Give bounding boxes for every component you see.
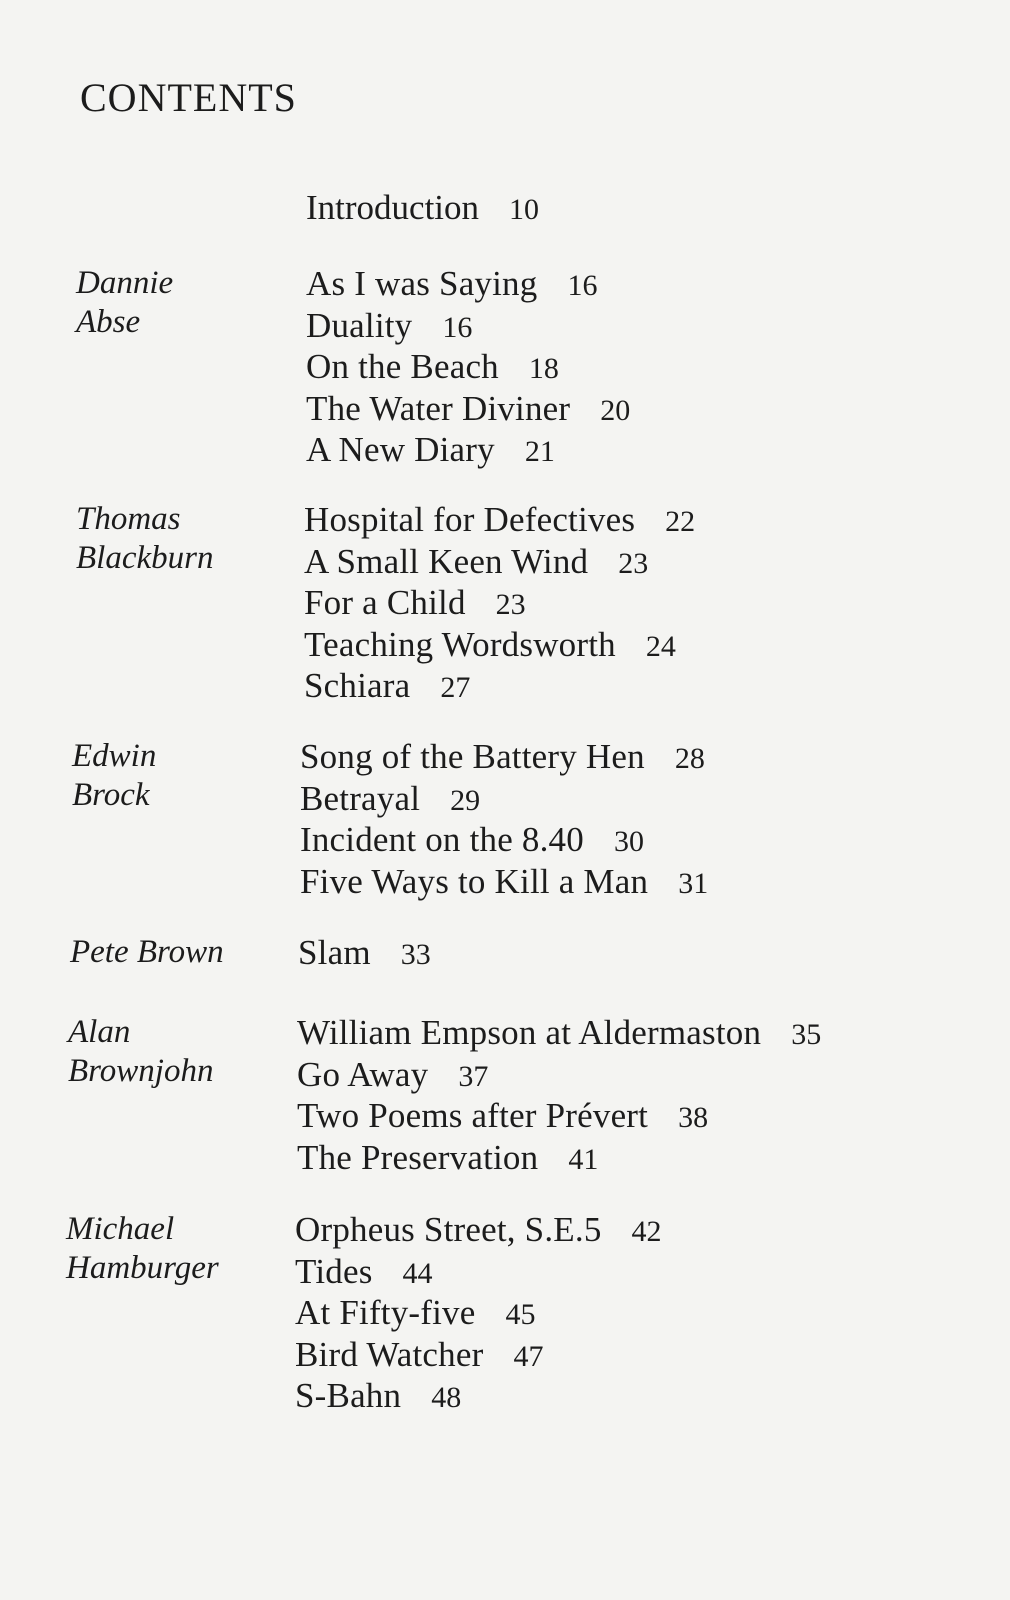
poem-page-number: 41 [568, 1142, 599, 1176]
poem-title: Two Poems after Prévert [297, 1096, 649, 1135]
poem-page-number: 45 [505, 1298, 536, 1331]
poem-entry [306, 430, 630, 472]
poem-entry [306, 264, 630, 306]
author-name [66, 1210, 219, 1288]
poem-page-number: 29 [450, 783, 481, 817]
poem-entry [300, 820, 708, 862]
poem-entry [304, 666, 695, 708]
poem-entry [300, 737, 708, 779]
poem-page-number: 42 [631, 1215, 662, 1248]
poem-title: A New Diary [306, 430, 495, 469]
poem-list [298, 933, 431, 975]
poem-entry [306, 306, 630, 348]
poem-list [306, 264, 630, 472]
poem-entry [295, 1210, 662, 1252]
poem-page-number: 16 [442, 310, 473, 344]
poem-entry [298, 933, 431, 975]
introduction-page-number: 10 [509, 193, 540, 226]
poem-list [297, 1013, 821, 1179]
introduction-title: Introduction [306, 188, 480, 227]
introduction-entry [306, 188, 539, 228]
poem-page-number: 23 [495, 588, 526, 621]
poem-page-number: 47 [513, 1339, 544, 1373]
poem-page-number: 28 [674, 742, 705, 775]
poem-title: William Empson at Aldermaston [297, 1013, 762, 1052]
poem-entry [304, 583, 695, 625]
poem-page-number: 22 [665, 505, 696, 538]
poem-title: Tides [295, 1251, 373, 1291]
poem-page-number: 23 [618, 546, 649, 580]
poem-page-number: 48 [431, 1381, 462, 1414]
poem-list [300, 737, 708, 903]
poem-page-number: 37 [458, 1059, 489, 1093]
page-title: CONTENTS [80, 75, 297, 120]
poem-title: Slam [298, 933, 371, 972]
poem-title: Song of the Battery Hen [300, 737, 645, 776]
poem-page-number: 24 [645, 629, 676, 663]
poem-entry [295, 1335, 662, 1377]
poem-entry [295, 1376, 662, 1418]
poem-title: Teaching Wordsworth [304, 624, 616, 664]
poem-entry [300, 862, 708, 904]
author-first-name: Edwin [72, 738, 157, 774]
poem-page-number: 44 [402, 1256, 433, 1290]
author-name [76, 264, 173, 342]
poem-entry [304, 542, 695, 584]
author-first-name: Dannie [76, 265, 174, 301]
poem-title: For a Child [304, 583, 466, 622]
author-first-name: Michael [66, 1211, 175, 1247]
poem-title: Duality [306, 305, 413, 345]
poem-page-number: 31 [678, 866, 709, 900]
poem-page-number: 27 [440, 671, 471, 704]
poem-title: Go Away [297, 1054, 429, 1094]
poem-page-number: 18 [528, 352, 559, 385]
poem-page-number: 38 [678, 1101, 709, 1134]
poem-entry [300, 779, 708, 821]
poem-title: S-Bahn [295, 1376, 402, 1415]
poem-entry [297, 1055, 821, 1097]
author-first-name: Alan [68, 1014, 131, 1050]
poem-title: A Small Keen Wind [304, 541, 589, 581]
poem-title: At Fifty-five [295, 1293, 476, 1332]
poem-title: Incident on the 8.40 [300, 820, 584, 859]
poem-title: Hospital for Defectives [304, 500, 636, 539]
author-last-name: Blackburn [76, 540, 214, 576]
poem-title: As I was Saying [306, 264, 538, 303]
poem-page-number: 33 [400, 938, 431, 971]
author-name [72, 737, 156, 815]
poem-entry [306, 389, 630, 431]
author-name [76, 500, 213, 578]
poem-list [295, 1210, 662, 1418]
poem-title: Schiara [304, 666, 411, 705]
poem-entry [306, 347, 630, 389]
poem-title: The Preservation [297, 1137, 539, 1177]
poem-title: Five Ways to Kill a Man [300, 861, 649, 901]
poem-title: Orpheus Street, S.E.5 [295, 1210, 602, 1249]
author-name [70, 933, 224, 972]
poem-entry [304, 625, 695, 667]
poem-title: On the Beach [306, 347, 499, 386]
poem-page-number: 21 [524, 435, 555, 468]
poem-page-number: 30 [613, 825, 644, 858]
poem-entry [297, 1096, 821, 1138]
poem-entry [295, 1252, 662, 1294]
poem-list [304, 500, 695, 708]
poem-entry [297, 1013, 821, 1055]
poem-title: Bird Watcher [295, 1334, 484, 1374]
poem-page-number: 20 [600, 393, 631, 427]
poem-entry [297, 1138, 821, 1180]
author-last-name: Hamburger [66, 1250, 219, 1286]
poem-page-number: 16 [567, 269, 598, 302]
author-last-name: Brownjohn [68, 1053, 214, 1089]
poem-entry [304, 500, 695, 542]
author-last-name: Abse [76, 304, 141, 340]
author-name [68, 1013, 213, 1091]
poem-entry [295, 1293, 662, 1335]
author-first-name: Thomas [76, 501, 181, 537]
poem-title: Betrayal [300, 778, 421, 818]
poem-page-number: 35 [791, 1018, 822, 1051]
author-last-name: Brock [72, 777, 150, 813]
poem-title: The Water Diviner [306, 388, 571, 428]
author-first-name: Pete Brown [70, 934, 224, 970]
